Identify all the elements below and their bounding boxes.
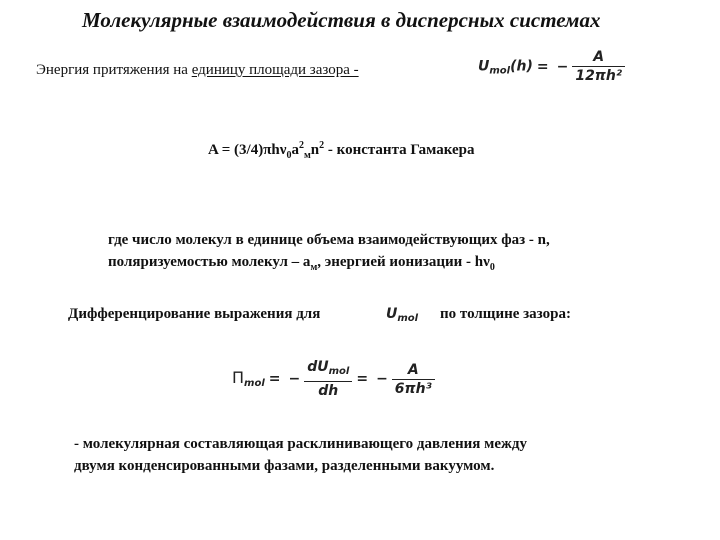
formula-pi-denominator2: 6πh³ bbox=[394, 380, 432, 397]
ionization-text: , энергией ионизации - hν bbox=[317, 254, 490, 270]
formula-u-arg: (h) bbox=[510, 58, 533, 75]
molecule-count-line: где число молекул в единице объема взаимодействующих фаз - n, bbox=[108, 232, 550, 248]
polarizability-sub: м bbox=[310, 262, 318, 273]
hamaker-a-sub: м bbox=[303, 150, 311, 161]
hamaker-nu-sub: 0 bbox=[286, 150, 292, 161]
hamaker-lhs: A = (3/4)πhν bbox=[208, 142, 287, 158]
formula-u-mol bbox=[478, 48, 625, 85]
formula-pi-equals: = bbox=[268, 371, 281, 387]
attraction-energy-prefix: Энергия притяжения на bbox=[36, 62, 192, 78]
formula-pi-fraction2 bbox=[392, 361, 435, 398]
formula-pi-minus2: − bbox=[376, 371, 388, 387]
formula-u-numerator: A bbox=[572, 48, 625, 67]
disjoining-pressure-line2: двумя конденсированными фазами, разделенными вакуумом. bbox=[74, 458, 495, 474]
attraction-energy-line bbox=[36, 62, 359, 79]
formula-pi-equals2: = bbox=[356, 371, 369, 387]
formula-u-fraction bbox=[572, 48, 625, 85]
formula-pi-subscript: mol bbox=[244, 378, 265, 389]
differentiation-suffix: по толщине зазора: bbox=[440, 306, 571, 322]
differentiation-u-mol bbox=[386, 306, 418, 324]
hamaker-constant-line bbox=[208, 140, 475, 161]
diff-u-symbol: U bbox=[386, 306, 398, 322]
formula-pi-numerator1: dU bbox=[307, 359, 329, 375]
formula-pi-numerator1-sub: mol bbox=[328, 366, 350, 377]
hamaker-a: a bbox=[291, 142, 299, 158]
ionization-sub: 0 bbox=[489, 262, 495, 273]
polarizability-line bbox=[108, 254, 495, 273]
formula-u-equals: = bbox=[536, 58, 549, 75]
hamaker-rest: - константа Гамакера bbox=[324, 142, 475, 158]
formula-pi-minus: − bbox=[288, 371, 301, 387]
polarizability-text: поляризуемостью молекул – a bbox=[108, 254, 311, 270]
disjoining-pressure-line1: - молекулярная составляющая расклинивающего давления между bbox=[74, 436, 527, 452]
formula-pi-numerator2: A bbox=[392, 361, 435, 380]
formula-u-symbol: U bbox=[478, 58, 490, 75]
formula-pi-mol bbox=[232, 358, 435, 400]
hamaker-n-sup: 2 bbox=[319, 140, 325, 151]
formula-u-subscript: mol bbox=[489, 65, 511, 77]
formula-u-minus: − bbox=[556, 58, 569, 75]
formula-pi-symbol: Π bbox=[232, 368, 245, 387]
page-title: Молекулярные взаимодействия в дисперсных системах bbox=[82, 8, 601, 32]
differentiation-prefix: Дифференцирование выражения для bbox=[68, 306, 321, 322]
diff-u-sub: mol bbox=[397, 313, 419, 324]
hamaker-a-sup: 2 bbox=[298, 140, 304, 151]
formula-pi-denominator1: dh bbox=[318, 383, 339, 399]
formula-u-denominator: 12πh² bbox=[575, 68, 622, 84]
formula-pi-fraction1 bbox=[304, 358, 352, 400]
hamaker-n: n bbox=[310, 142, 320, 158]
attraction-energy-underlined: единицу площади зазора - bbox=[191, 62, 359, 78]
